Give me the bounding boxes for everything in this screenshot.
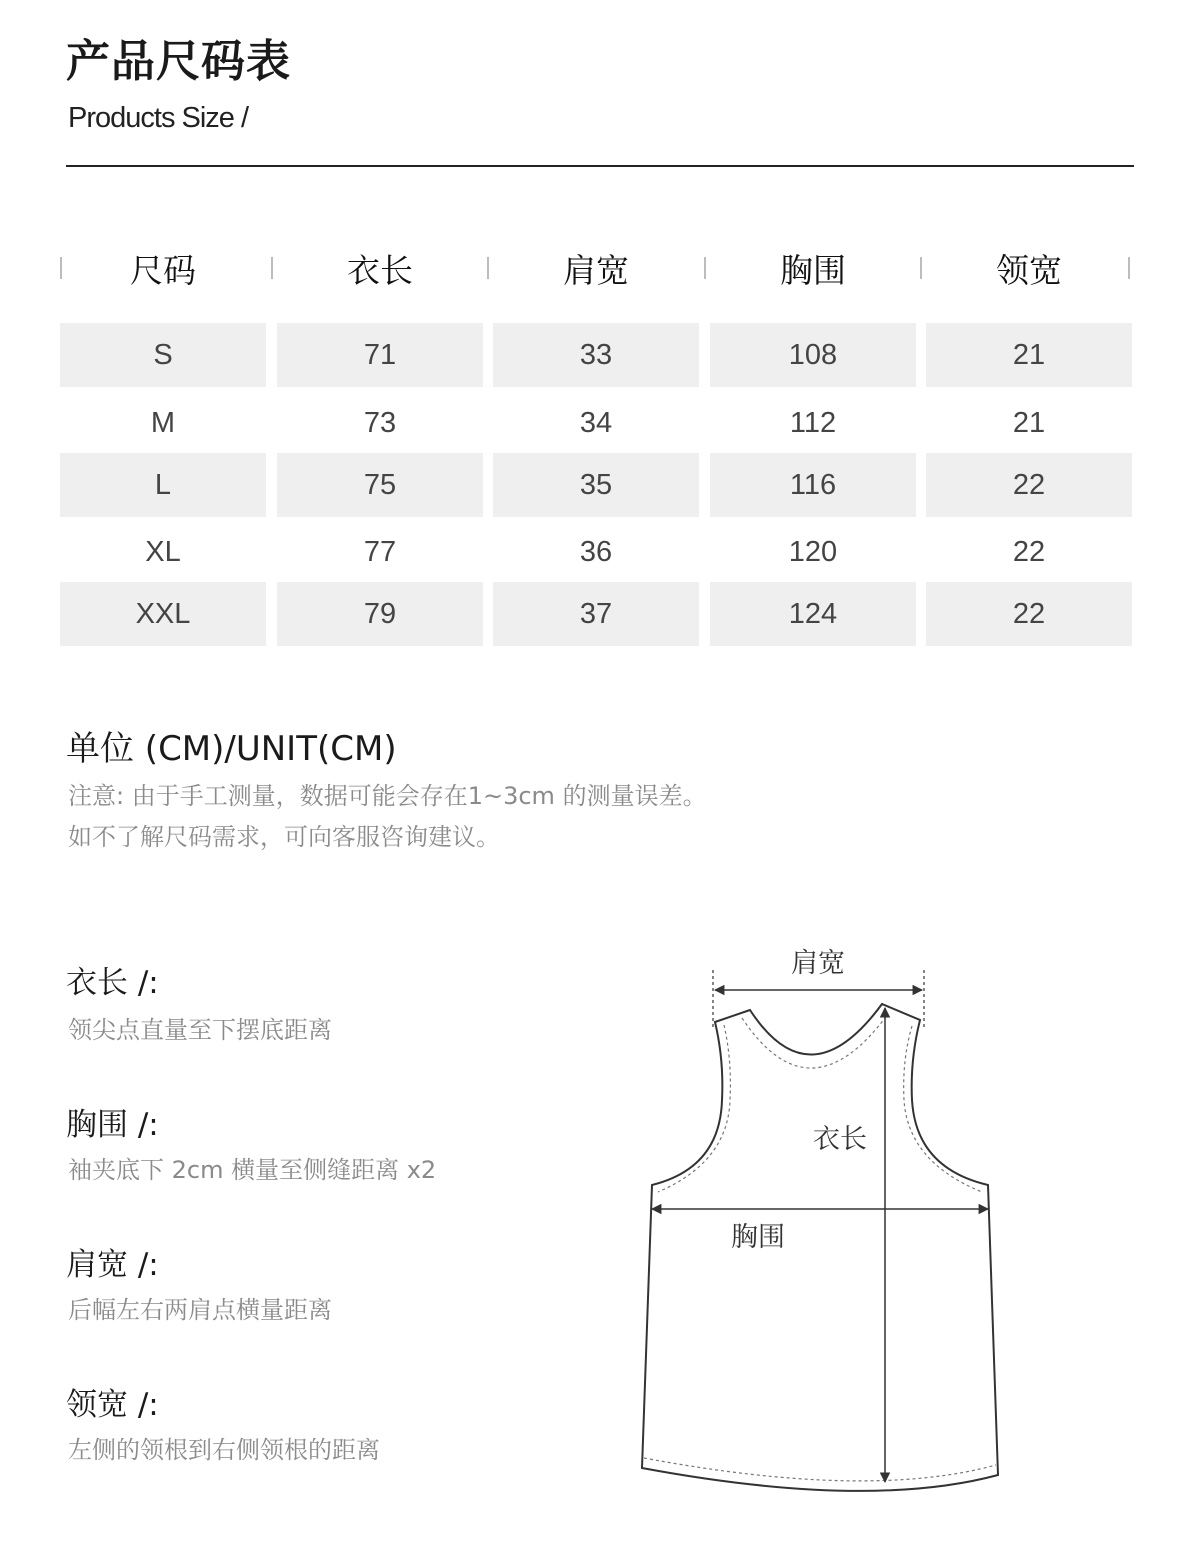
divider xyxy=(66,165,1134,167)
chest-label: 胸围 xyxy=(731,1222,785,1253)
definition-desc-shoulder: 后幅左右两肩点横量距离 xyxy=(68,1296,332,1324)
column-header-neck: 领宽 xyxy=(996,250,1062,290)
table-cell: 22 xyxy=(926,582,1132,646)
definition-desc-chest: 袖夹底下 2cm 横量至侧缝距离 x2 xyxy=(68,1156,437,1184)
definition-label-length: 衣长 /: xyxy=(66,965,159,1001)
size-table-header xyxy=(60,238,1132,298)
table-cell: 124 xyxy=(710,582,916,646)
table-cell: XL xyxy=(145,535,181,568)
table-cell: 77 xyxy=(363,535,397,568)
table-cell: 116 xyxy=(710,453,916,517)
table-cell: L xyxy=(60,453,266,517)
table-row xyxy=(60,520,1132,584)
table-cell: S xyxy=(60,323,266,387)
page-title: 产品尺码表 xyxy=(66,36,291,87)
column-separator xyxy=(920,257,922,279)
table-cell: 22 xyxy=(1012,535,1046,568)
definition-label-shoulder: 肩宽 /: xyxy=(66,1247,159,1283)
table-cell: 33 xyxy=(493,323,699,387)
table-cell: 22 xyxy=(926,453,1132,517)
column-separator xyxy=(271,257,273,279)
table-row xyxy=(60,323,1132,387)
table-cell: 108 xyxy=(710,323,916,387)
column-separator xyxy=(704,257,706,279)
column-header-chest: 胸围 xyxy=(780,250,846,290)
definition-label-chest: 胸围 /: xyxy=(66,1107,159,1143)
column-separator xyxy=(487,257,489,279)
tank-top-outline xyxy=(642,1004,998,1491)
service-note: 如不了解尺码需求，可向客服咨询建议。 xyxy=(68,823,500,851)
measurement-note: 注意: 由于手工测量，数据可能会存在1~3cm 的测量误差。 xyxy=(68,782,707,810)
table-row xyxy=(60,453,1132,517)
table-cell: 120 xyxy=(788,535,838,568)
table-cell: 21 xyxy=(926,323,1132,387)
table-cell: 71 xyxy=(277,323,483,387)
table-cell: 34 xyxy=(579,406,613,439)
table-cell: 73 xyxy=(363,406,397,439)
table-cell: M xyxy=(150,406,176,439)
table-row xyxy=(60,582,1132,646)
table-row xyxy=(60,391,1132,455)
table-cell: 35 xyxy=(493,453,699,517)
length-label: 衣长 xyxy=(813,1124,867,1155)
column-separator xyxy=(1128,257,1130,279)
table-cell: 79 xyxy=(277,582,483,646)
column-header-size: 尺码 xyxy=(130,250,196,290)
garment-diagram xyxy=(620,930,1020,1510)
table-cell: XXL xyxy=(60,582,266,646)
table-cell: 36 xyxy=(579,535,613,568)
definition-label-neck: 领宽 /: xyxy=(66,1387,159,1423)
definition-desc-neck: 左侧的领根到右侧领根的距离 xyxy=(68,1436,380,1464)
table-cell: 21 xyxy=(1012,406,1046,439)
unit-label: 单位 (CM)/UNIT(CM) xyxy=(66,729,397,769)
column-header-length: 衣长 xyxy=(347,250,413,290)
definition-desc-length: 领尖点直量至下摆底距离 xyxy=(68,1016,332,1044)
table-cell: 37 xyxy=(493,582,699,646)
column-header-shoulder: 肩宽 xyxy=(563,250,629,290)
table-cell: 112 xyxy=(789,406,837,439)
table-cell: 75 xyxy=(277,453,483,517)
page-subtitle: Products Size / xyxy=(68,102,249,134)
shoulder-label: 肩宽 xyxy=(791,948,845,979)
